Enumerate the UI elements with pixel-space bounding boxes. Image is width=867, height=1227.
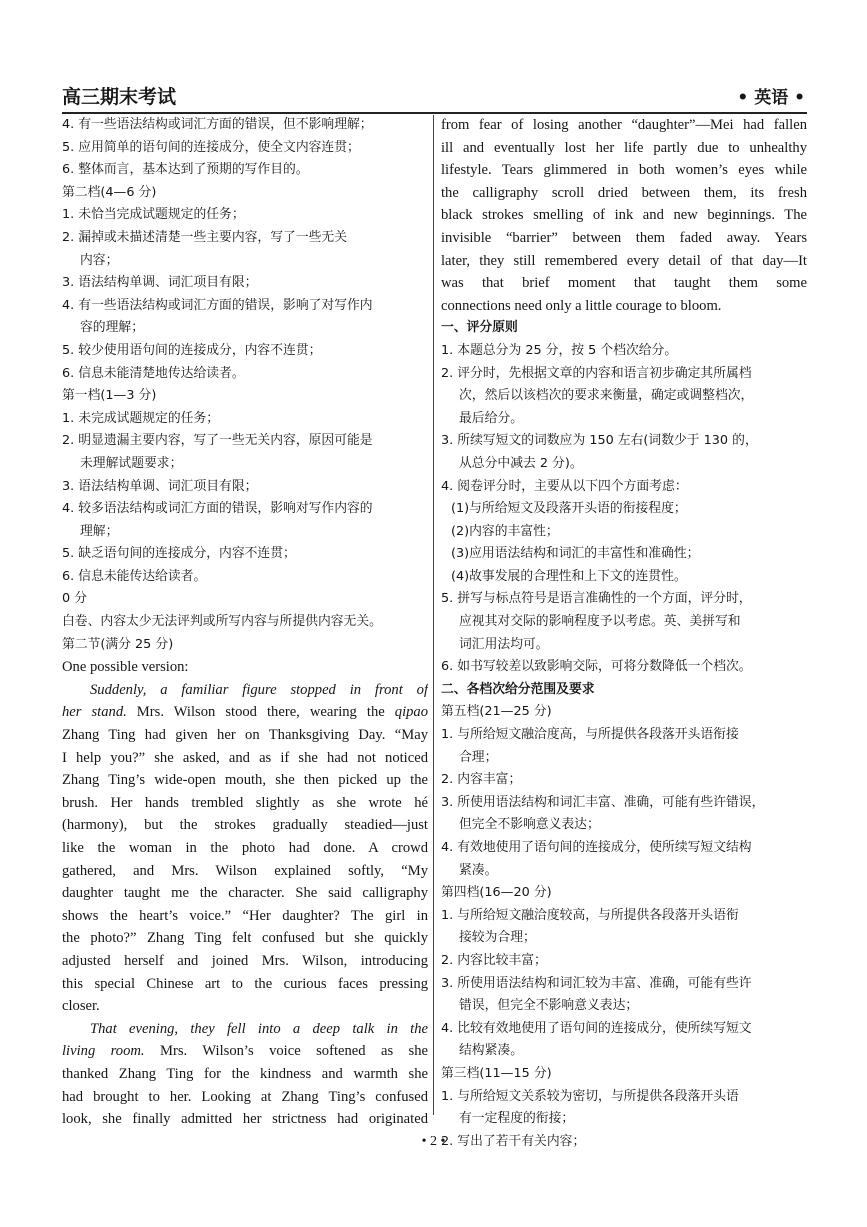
text-line: 4. 有一些语法结构或词汇方面的错误，影响了对写作内 — [62, 297, 373, 313]
text-line: 1. 与所给短文融洽度高，与所提供各段落开头语衔接 — [441, 727, 739, 743]
subject-label: • 英语 • — [737, 88, 805, 108]
page-number: • 2 • — [421, 1134, 446, 1149]
text-line: Zhang Ting had given her on Thanksgiving Day. “May — [62, 727, 428, 744]
text-line: 6. 如书写较差以致影响交际，可将分数降低一个档次。 — [441, 659, 752, 675]
text-line: (harmony), but the strokes gradually steadied—just — [62, 817, 428, 834]
text-line: closer. — [62, 998, 100, 1015]
paragraph-opener: That evening, they fell into a deep talk in the — [90, 1020, 428, 1037]
text-line: 内容； — [80, 252, 119, 268]
italic-word: qipao — [394, 704, 428, 721]
grade-heading: 第一档(1—3 分) — [62, 388, 157, 404]
text-line: 2. 明显遗漏主要内容，写了一些无关内容，原因可能是 — [62, 433, 373, 449]
text-line: 6. 整体而言，基本达到了预期的写作目的。 — [62, 162, 309, 178]
text-line: thanked Zhang Ting for the kindness and warmth she — [62, 1065, 428, 1082]
text-line: I help you?” she asked, and as if she had not noticed — [62, 749, 428, 766]
text-line: this special Chinese art to the curious faces pressing — [62, 975, 428, 992]
section-heading: 二、各档次给分范围及要求 — [441, 681, 595, 697]
paragraph-opener: Suddenly, a familiar figure stopped in front of — [90, 681, 428, 698]
paragraph-opener-end: her stand. — [62, 704, 127, 721]
text-line: ill and eventually lost her life partly due to unhealthy — [441, 139, 807, 156]
text-line: 词汇用法均可。 — [459, 636, 549, 652]
grade-heading: 第三档(11—15 分) — [441, 1065, 552, 1081]
text-line: daughter taught me the character. She said calligraphy — [62, 885, 428, 902]
paragraph-opener-end: living room. — [62, 1043, 145, 1060]
text-line: 次，然后以该档次的要求来衡量，确定或调整档次， — [459, 388, 754, 404]
grade-heading: 第五档(21—25 分) — [441, 704, 552, 720]
left-column — [62, 114, 428, 1131]
text-line: 理解； — [80, 523, 119, 539]
text-line: (3)应用语法结构和词汇的丰富性和准确性； — [451, 546, 700, 562]
text-line: 2. 评分时，先根据文章的内容和语言初步确定其所属档 — [441, 365, 752, 381]
text-line: One possible version: — [62, 659, 189, 676]
column-divider — [433, 115, 434, 1115]
text-line: 错误，但完全不影响意义表达； — [459, 998, 639, 1014]
text-line: 4. 比较有效地使用了语句间的连接成分，使所续写短文 — [441, 1020, 752, 1036]
text-line: 4. 较多语法结构或词汇方面的错误，影响对写作内容的 — [62, 501, 373, 517]
text-line: 5. 应用简单的语句间的连接成分，使全文内容连贯； — [62, 139, 360, 155]
text-line: later, they still remembered every detail of that day—It — [441, 252, 807, 269]
grade-heading: 0 分 — [62, 591, 88, 607]
text-line: 3. 所续写短文的词数应为 150 左右(词数少于 130 的， — [441, 433, 758, 449]
text-line: 3. 所使用语法结构和词汇丰富、准确，可能有些许错误， — [441, 794, 765, 810]
right-column — [441, 114, 807, 1153]
text-line: 3. 语法结构单调、词汇项目有限； — [62, 275, 258, 291]
text-line: gathered, and Mrs. Wilson explained softly, “My — [62, 862, 428, 879]
text-line: 1. 未恰当完成试题规定的任务； — [62, 207, 245, 223]
text-line: adjusted herself and joined Mrs. Wilson, introducing — [62, 952, 428, 969]
text-line: (4)故事发展的合理性和上下文的连贯性。 — [451, 568, 687, 584]
text-line: had brought to her. Looking at Zhang Ting’s confused — [62, 1088, 428, 1105]
text-span: Mrs. Wilson stood there, wearing the — [126, 704, 395, 721]
text-line: 白卷、内容太少无法评判或所写内容与所提供内容无关。 — [62, 614, 382, 630]
text-line: 4. 阅卷评分时，主要从以下四个方面考虑： — [441, 478, 688, 494]
text-line: 1. 未完成试题规定的任务； — [62, 410, 220, 426]
text-line: 但完全不影响意义表达； — [459, 817, 600, 833]
text-line: 4. 有效地使用了语句间的连接成分，使所续写短文结构 — [441, 840, 752, 855]
text-line: 6. 信息未能传达给读者。 — [62, 568, 207, 584]
text-line: black strokes smelling of ink and new beginnings. The — [441, 207, 807, 224]
text-line: 5. 拼写与标点符号是语言准确性的一个方面，评分时， — [441, 591, 752, 607]
text-line: 1. 本题总分为 25 分，按 5 个档次给分。 — [441, 342, 678, 358]
text-line — [62, 701, 428, 724]
text-span: Mrs. Wilson’s voice softened as she — [144, 1043, 428, 1060]
text-line: connections need only a little courage to bloom. — [441, 297, 722, 314]
text-line: look, she finally admitted her strictness had originated — [62, 1111, 428, 1128]
text-line: 紧凑。 — [459, 862, 498, 878]
text-line: brush. Her hands trembled slightly as she wrote hé — [62, 794, 428, 811]
text-line — [62, 1040, 428, 1063]
text-line: 4. 有一些语法结构或词汇方面的错误，但不影响理解； — [62, 117, 373, 132]
exam-title: 高三期末考试 — [62, 86, 177, 108]
text-line: the calligraphy scroll dried between them, its fresh — [441, 184, 807, 201]
text-line: invisible “barrier” between them faded away. Years — [441, 229, 807, 246]
text-line: (1)与所给短文及段落开头语的衔接程度； — [451, 501, 687, 517]
text-line: 合理； — [459, 749, 498, 765]
text-line: 2. 内容比较丰富； — [441, 952, 547, 968]
text-line: 3. 语法结构单调、词汇项目有限； — [62, 478, 258, 494]
text-line: 1. 与所给短文融洽度较高，与所提供各段落开头语衔 — [441, 907, 739, 923]
text-line: 2. 写出了若干有关内容； — [441, 1133, 586, 1149]
text-line: 1. 与所给短文关系较为密切，与所提供各段落开头语 — [441, 1088, 739, 1104]
text-line: 3. 所使用语法结构和词汇较为丰富、准确，可能有些许 — [441, 975, 752, 991]
text-line: 有一定程度的衔接； — [459, 1111, 575, 1127]
text-line: shows the heart’s voice.” “Her daughter? The girl in — [62, 907, 428, 924]
text-line: 5. 缺乏语句间的连接成分，内容不连贯； — [62, 546, 296, 562]
text-line: (2)内容的丰富性； — [451, 523, 559, 539]
text-line: 应视其对交际的影响程度予以考虑。英、美拼写和 — [459, 614, 741, 630]
page-header — [62, 82, 807, 114]
text-line: 6. 信息未能清楚地传达给读者。 — [62, 365, 245, 381]
text-line: lifestyle. Tears glimmered in both women’s eyes while — [441, 162, 807, 179]
text-line: 2. 漏掉或未描述清楚一些主要内容，写了一些无关 — [62, 229, 348, 245]
text-line: 未理解试题要求； — [80, 455, 183, 471]
text-line: Zhang Ting’s wide-open mouth, she then picked up the — [62, 772, 428, 789]
section-heading: 第二节(满分 25 分) — [62, 636, 174, 652]
text-line: 结构紧凑。 — [459, 1043, 523, 1059]
text-line: the photo?” Zhang Ting felt confused but she quickly — [62, 930, 428, 947]
text-line: 容的理解； — [80, 320, 144, 336]
text-line: was that brief moment that taught them some — [441, 275, 807, 292]
grade-heading: 第四档(16—20 分) — [441, 885, 552, 901]
text-line: 接较为合理； — [459, 930, 536, 946]
text-line: 最后给分。 — [459, 410, 523, 426]
section-heading: 一、评分原则 — [441, 320, 518, 336]
text-line: 5. 较少使用语句间的连接成分，内容不连贯； — [62, 342, 322, 358]
text-line: like the woman in the photo had done. A crowd — [62, 840, 428, 856]
text-line: 从总分中减去 2 分)。 — [459, 455, 583, 471]
text-line: from fear of losing another “daughter”—Mei had fallen — [441, 117, 807, 133]
text-line: 2. 内容丰富； — [441, 772, 522, 788]
grade-heading: 第二档(4—6 分) — [62, 184, 157, 200]
